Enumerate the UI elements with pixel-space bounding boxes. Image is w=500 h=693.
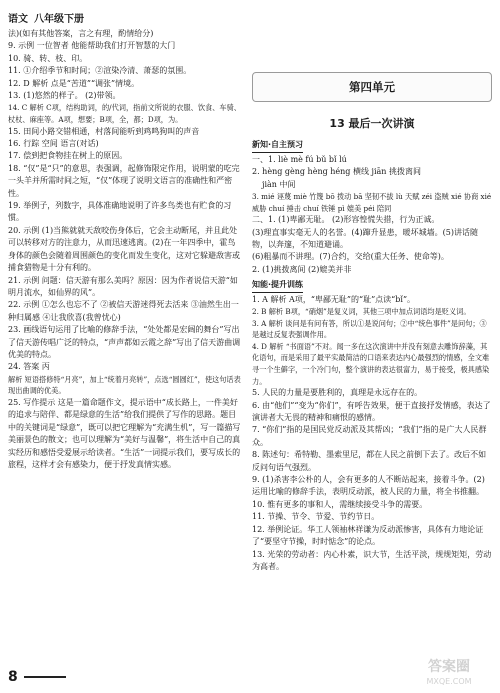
answer-item: 11. 节操、节令、节爱、节约节日。 — [252, 512, 380, 522]
svg-text:MXQE.COM: MXQE.COM — [426, 677, 472, 686]
pinyin-line-2a: 2. hèng gèng hèng héng 横线 jiān 挑拨离间 — [252, 167, 422, 177]
grade-label: 八年级下册 — [34, 13, 84, 25]
answer-item: 法)(如有其他答案，言之有理，酌情给分) — [8, 29, 154, 38]
page-header — [8, 8, 492, 26]
answer-item: 25. 写作提示 这是一篇命题作文，提示语中“成长路上，一件美好的追求与陪伴、都是绿意的生活”给我们提供了写作的思路。题目中的关键词是“绿意”，既可以把它理解为“充满生机”，写一篇描写美丽景色的散文；也可以理解为“美好与温馨”，将生活中自己的真实经历和感悟受爱展示给读者。“生活”一词提示我们，要写成长的旅程，这样才会有感染力，便于抒发真情实感。 — [8, 397, 241, 469]
answer-item: 9. (1)杀害李公朴的人，会有更多的人不断站起来，接着斗争。(2)运用比喻的修辞手法，表明反动派，被人民的力量，将全书推翻。 — [252, 475, 485, 497]
answer-item: 18. “仅”是“只”的意思，表强调，起修饰限定作用，说明蒙的吃完一头羊并所需时间之短，“仅”体现了说明文语言的准确性和严密性。 — [8, 163, 240, 198]
answer-item: 2. (1)挑拨离间 (2)媲美并非 — [252, 264, 352, 274]
answer-item: 5. 人民的力量是要胜利的，真理是永远存在的。 — [252, 388, 423, 398]
answer-item: 8. 陈述句：希特勒、墨索里尼，都在人民之前倒下去了。改后不如反问句语气强烈。 — [252, 450, 487, 472]
watermark-logo — [406, 653, 492, 689]
answer-item: 14. C 解析 C项，结构助词，的/代词，指前文所说的衣服、饮食、车骑、杖杖、麻座等。A项，想要；B项，全，都；D项，为。 — [8, 103, 241, 125]
answer-item: 6. 由“他们”“变为“你们”，有呼告效果，便于直接抒发情感，表达了演讲者大无畏的精神和痛恨的感情。 — [252, 400, 491, 423]
answer-item: 7. “你们”指的是国民党反动派及其帮凶；“我们”指的是广大人民群众。 — [252, 425, 487, 447]
answer-item: 13. (1)悠然的样子。 (2)带领。 — [8, 91, 121, 101]
page-number: 8 — [8, 669, 18, 685]
page-footer — [8, 669, 66, 685]
answer-item: 4. D 解析 “书面语”不对。闻一多在这次演讲中并没有刻意去雕饰辞藻，其化语句，而是采用了最平实最简洁的口语来表达内心最强烈的情感，全文难寻一个生僻字，一个冷门句，整个演讲的表达很富力，易于接受，极具感染力。 — [252, 341, 490, 386]
answer-item: 15. 田间小路交错相通，村落间能听到鸡鸣狗叫的声音 — [8, 126, 200, 136]
svg-text:答案圈: 答案圈 — [428, 659, 470, 675]
lesson-title: 13 最后一次讲演 — [329, 117, 415, 130]
answer-item: 16. 行踪 空间 语言(对话) — [8, 139, 99, 149]
left-column — [8, 28, 242, 471]
section-heading-practice: 知能·提升训练 — [252, 279, 303, 292]
answer-item: 19. 举例子，列数字，具体准确地说明了许多鸟类也有贮食的习惯。 — [8, 201, 232, 223]
answer-item: 12. 举例论证。华工人领袖林祥谦为反动派惨害，具体有力地论证了“要坚守节操，时时惦念”的论点。 — [252, 524, 484, 547]
answer-item: (3)理直事实毫无人的名誉。(4)蹿升显患，暖坏城墙。(5)讲话随物，以奔邃，不知道避诵。 — [252, 227, 478, 250]
answer-item: 二、1. (1)卑鄙无耻。 (2)形容惶慌失措，行为正诚。 — [252, 215, 440, 225]
unit-title: 第四单元 — [252, 72, 492, 102]
answer-item: 23. 画线语句运用了比喻的修辞手法，“处处都是宏阔的舞台”写出了信天游传唱广泛的特点，“声声都如云霞之辞”写出了信天游曲调优美的特点。 — [8, 325, 241, 359]
answer-item: 10. 骑、转、枝、印。 — [8, 53, 88, 63]
answer-item: 21. 示例 问题：信天游有那么美吗？原因：因为作者说信天游“如明月流水，如仙界的风”。 — [8, 275, 238, 297]
answer-item: 22. 示例 ①怎么也忘不了 ②被信天游迷得死去活来 ③油然生出一种归属感 ④让我欣喜(我曾忧心) — [8, 300, 239, 322]
answer-item: 解析 短语搭修特“月亮”，加上“统着月亮转”，点选“圆圆红”，使这句话表现出曲调的优美。 — [8, 374, 241, 396]
pinyin-line-1: 一、1. liè mè fú bǔ bǐ lú — [252, 154, 347, 164]
pinyin-line-3: 3. mié 诬蔑 miè 竹篾 bō 拨动 bā 坚韧不拔 lù 天赋 zéi 盗贼 xié 协商 xié 威胁 chuí 捶击 chuí 铁锤 pì 媲美 péi 陪同 — [252, 192, 492, 213]
answer-item: 11. ①介绍季节和时间；②渲染冷清、萧瑟的氛围。 — [8, 66, 192, 76]
answer-item: (6)粗暴而不讲理。(7)合约，交给(重大任务、使命等)。 — [252, 252, 449, 262]
footer-rule — [24, 676, 66, 678]
section-heading-preview: 新知·自主预习 — [252, 139, 303, 152]
pinyin-line-2b: jiàn 中间 — [262, 179, 296, 189]
answer-item: 9. 示例 一位智者 他能帮助我们打开智慧的大门 — [8, 41, 176, 51]
answer-item: 24. 答案 丙 — [8, 362, 50, 372]
answer-item: 3. A 解析 谈问是有问有答，所以①是说问句；②中“统色事件”是问句；③是越过反复表强调作用。 — [252, 318, 487, 340]
subject-label: 语文 — [8, 13, 28, 25]
answer-item: 10. 惟有更多的事和人，需继续接受斗争的需要。 — [252, 499, 428, 509]
right-column — [252, 28, 492, 573]
answer-item: 13. 光荣的劳动者：内心朴素，识大节，生活平淡，规规矩矩，劳动为高者。 — [252, 549, 492, 571]
answer-item: 17. 偿到把食物挂在树上的原因。 — [8, 151, 128, 161]
answer-item: 12. D 解析 点是“苦道”“调张”情境。 — [8, 78, 140, 88]
answer-item: 1. A 解析 A项，“卑鄙无耻”的“耻”点读“bǐ”。 — [252, 294, 416, 304]
answer-item: 2. B 解析 B项，“硝烟”是复义词，其他三项中加点词语均是贬义词。 — [252, 307, 471, 317]
answer-item: 20. 示例 (1)当熊就就天敌咬伤身体后，它会主动断尾，并且此处可以转移对方的注意力，从而迅速逃离。(2)在一年四季中，霍鸟身体的颜色会随着周围颜色的变化而发生变化，这对它躲避敌害或捕食猎物是十分有利的。 — [8, 225, 240, 273]
